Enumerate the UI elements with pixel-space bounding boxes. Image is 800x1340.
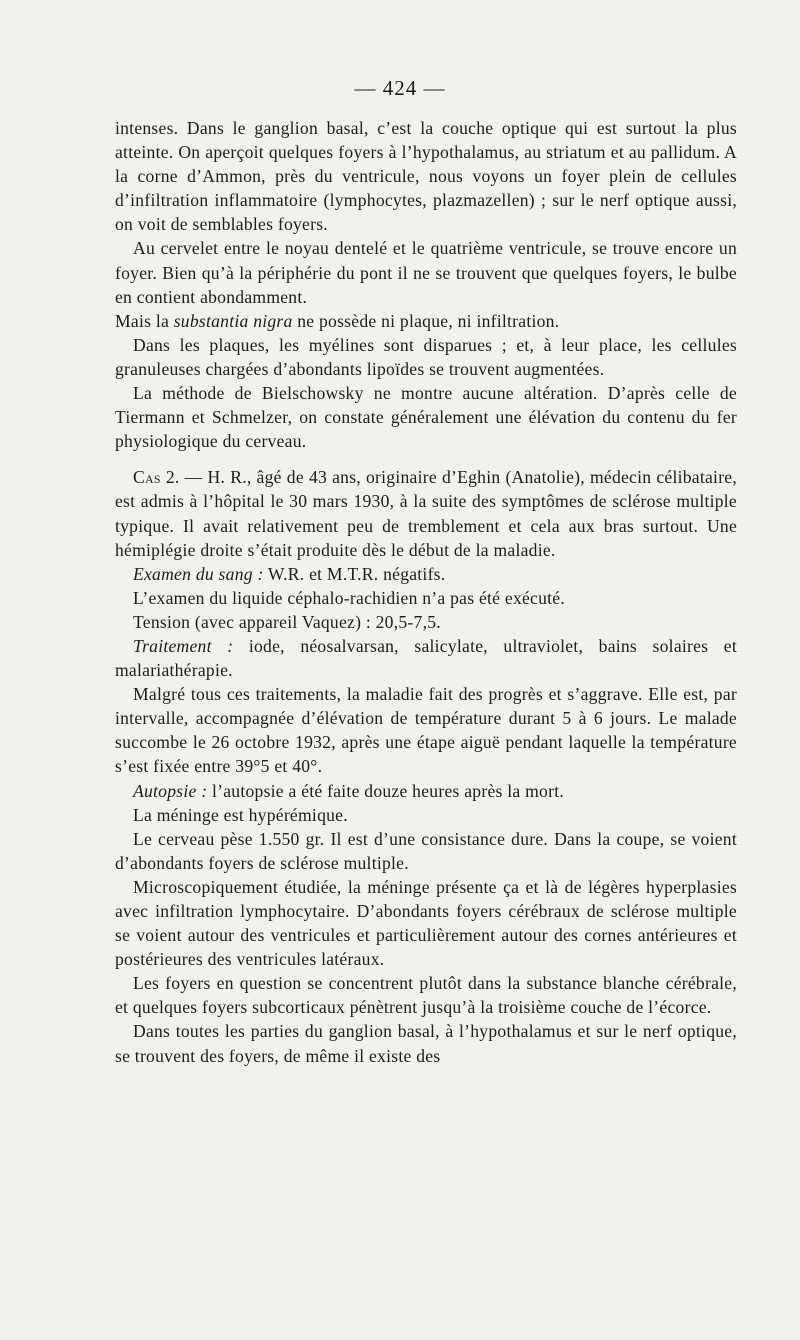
section-label: Examen du sang :: [133, 563, 264, 584]
paragraph: Tension (avec appareil Vaquez) : 20,5-7,5.: [133, 611, 441, 632]
paragraph: La méninge est hypérémique.: [133, 804, 348, 825]
page-number: — 424 —: [354, 76, 446, 100]
case-paragraph: Cas 2. — H. R., âgé de 43 ans, originaire d’Eghin (Anatolie), médecin célibataire, est admis à l’hôpital le 30 mars 1930, à la suite des symptômes de sclérose multiple typique. Il avait relativement peu de tremblement et cela aux bras surtout. Une hémiplégie droite s’était produite dès le début de la maladie.: [115, 467, 738, 560]
paragraph: Malgré tous ces traitements, la maladie fait des progrès et s’aggrave. Elle est, par intervalle, accompagnée d’élévation de température durant 5 à 6 jours. Le malade succombe le 26 octobre 1932, après une étape aiguë pendant laquelle la température s’est fixée entre 39°5 et 40°.: [115, 684, 737, 777]
italic-term: substantia nigra: [173, 310, 293, 331]
paragraph: Dans les plaques, les myélines sont disparues ; et, à leur place, les cellules granuleuses chargées d’abondants lipoïdes se trouvent augmentées.: [115, 334, 737, 379]
case-label: Cas 2.: [133, 467, 180, 488]
paragraph: Le cerveau pèse 1.550 gr. Il est d’une consistance dure. Dans la coupe, se voient d’abondants foyers de sclérose multiple.: [115, 828, 737, 873]
paragraph: Mais la substantia nigra ne possède ni plaque, ni infiltration.: [115, 310, 560, 331]
paragraph: L’examen du liquide céphalo-rachidien n’a pas été exécuté.: [133, 587, 565, 608]
paragraph: Au cervelet entre le noyau dentelé et le quatrième ventricule, se trouve encore un foyer. Bien qu’à la périphérie du pont il ne se trouvent que quelques foyers, le bulbe en contient abondamment.: [115, 238, 737, 307]
paragraph: Dans toutes les parties du ganglion basal, à l’hypothalamus et sur le nerf optique, se trouvent des foyers, de même il existe des: [115, 1021, 737, 1066]
paragraph: Examen du sang : W.R. et M.T.R. négatifs.: [133, 563, 446, 584]
section-label: Autopsie :: [133, 780, 208, 801]
paragraph: Les foyers en question se concentrent plutôt dans la substance blanche cérébrale, et quelques foyers subcorticaux pénètrent jusqu’à la troisième couche de l’écorce.: [115, 973, 737, 1018]
body-text: [115, 116, 737, 1068]
paragraph: Autopsie : l’autopsie a été faite douze heures après la mort.: [133, 780, 564, 801]
paragraph: Traitement : iode, néosalvarsan, salicylate, ultraviolet, bains solaires et malariathérapie.: [115, 635, 737, 681]
paragraph: Microscopiquement étudiée, la méninge présente ça et là de légères hyperplasies avec infiltration lymphocytaire. D’abondants foyers cérébraux de sclérose multiple se voient autour des ventricules et particulièrement autour des cornes antérieures et postérieures des ventricules latéraux.: [115, 876, 737, 970]
paragraph: intenses. Dans le ganglion basal, c’est la couche optique qui est surtout la plus atteinte. On aperçoit quelques foyers à l’hypothalamus, au striatum et au pallidum. A la corne d’Ammon, près du ventricule, nous voyons un foyer plein de cellules d’infiltration inflammatoire (lymphocytes, plazmazellen) ; sur le nerf optique aussi, on voit de semblables foyers.: [115, 118, 737, 235]
section-label: Traitement :: [133, 635, 234, 656]
paragraph: La méthode de Bielschowsky ne montre aucune altération. D’après celle de Tiermann et Schmelzer, on constate généralement une élévation du contenu du fer physiologique du cerveau.: [115, 383, 737, 452]
